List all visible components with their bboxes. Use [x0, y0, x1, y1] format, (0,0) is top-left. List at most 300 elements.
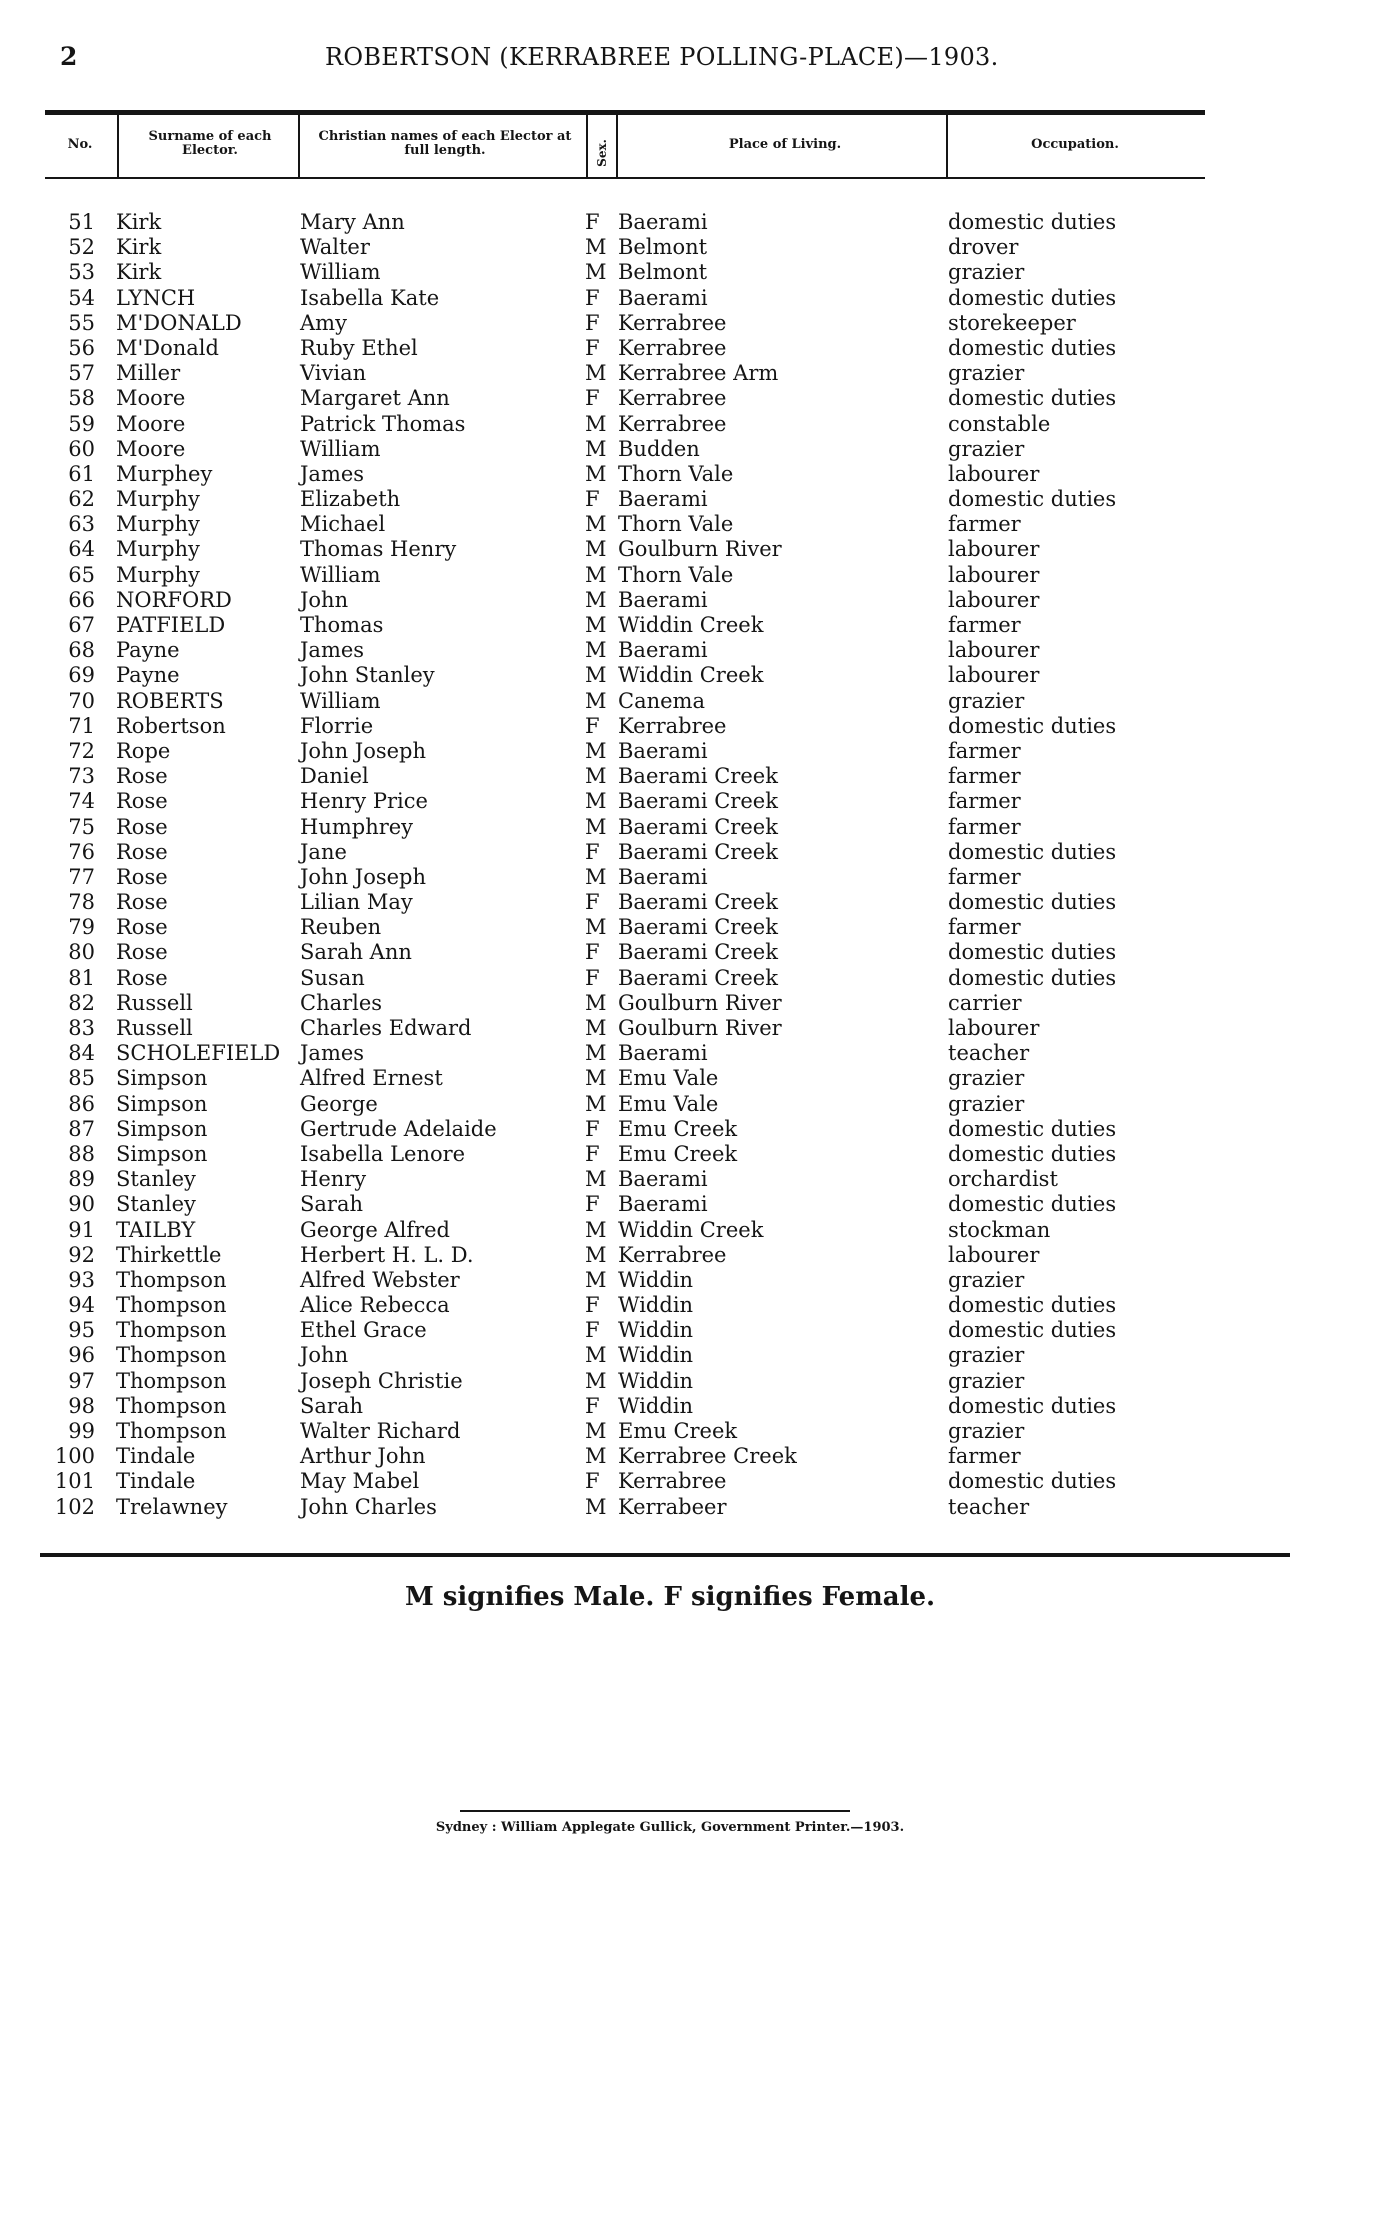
elector-surname: Rope	[116, 738, 171, 763]
elector-occupation: domestic duties	[948, 386, 1117, 411]
elector-number: 95	[68, 1318, 95, 1343]
table-row	[0, 940, 1382, 965]
elector-number: 56	[68, 335, 95, 360]
table-row	[0, 1394, 1382, 1419]
elector-sex: F	[585, 890, 600, 915]
elector-surname: Payne	[116, 663, 180, 688]
elector-sex: M	[585, 361, 607, 386]
elector-christian-names: John	[300, 1343, 349, 1368]
elector-occupation: domestic duties	[948, 285, 1117, 310]
elector-christian-names: Amy	[300, 310, 347, 335]
elector-sex: M	[585, 814, 607, 839]
elector-surname: Thompson	[116, 1267, 227, 1292]
table-row	[0, 1167, 1382, 1192]
elector-christian-names: Isabella Kate	[300, 285, 440, 310]
elector-place: Kerrabree	[618, 310, 727, 335]
elector-occupation: domestic duties	[948, 1318, 1117, 1343]
elector-surname: M'Donald	[116, 335, 219, 360]
elector-christian-names: Michael	[300, 512, 386, 537]
elector-number: 87	[68, 1116, 95, 1141]
elector-sex: M	[585, 1217, 607, 1242]
elector-number: 67	[68, 613, 95, 637]
elector-sex: M	[585, 1066, 607, 1091]
elector-sex: F	[585, 1116, 600, 1141]
elector-surname: Simpson	[116, 1116, 208, 1141]
column-header-surname: Surname of each Elector.	[148, 129, 272, 158]
elector-surname: Kirk	[116, 260, 162, 285]
elector-christian-names: Sarah	[300, 1192, 363, 1217]
elector-christian-names: Thomas Henry	[300, 537, 457, 562]
table-row	[0, 462, 1382, 487]
table-row	[0, 1469, 1382, 1494]
elector-christian-names: Ethel Grace	[300, 1318, 427, 1343]
elector-occupation: orchardist	[948, 1167, 1058, 1192]
elector-occupation: domestic duties	[948, 940, 1117, 965]
table-top-rule	[45, 110, 1205, 115]
elector-christian-names: Vivian	[300, 361, 367, 386]
elector-place: Thorn Vale	[618, 562, 734, 587]
table-row	[0, 1142, 1382, 1167]
elector-sex: F	[585, 1318, 600, 1343]
table-row	[0, 638, 1382, 663]
elector-occupation: grazier	[948, 1267, 1025, 1292]
elector-place: Widdin	[618, 1318, 694, 1343]
elector-number: 96	[68, 1343, 95, 1368]
elector-sex: M	[585, 688, 607, 713]
elector-number: 101	[54, 1469, 95, 1494]
elector-sex: F	[585, 1141, 600, 1166]
elector-occupation: farmer	[948, 764, 1021, 789]
elector-number: 63	[68, 512, 95, 537]
elector-number: 99	[68, 1419, 95, 1443]
elector-occupation: grazier	[948, 260, 1025, 285]
table-row	[0, 739, 1382, 764]
elector-place: Emu Creek	[618, 1419, 738, 1443]
table-header-rule	[45, 177, 1205, 179]
elector-number: 85	[68, 1066, 95, 1091]
table-row	[0, 1192, 1382, 1217]
table-row	[0, 588, 1382, 613]
elector-occupation: labourer	[948, 663, 1040, 688]
table-row	[0, 613, 1382, 638]
elector-place: Widdin Creek	[618, 663, 764, 688]
elector-surname: Kirk	[116, 210, 162, 234]
elector-number: 53	[68, 260, 95, 285]
elector-occupation: grazier	[948, 1343, 1025, 1368]
column-header-no: No.	[67, 137, 93, 152]
elector-surname: Thompson	[116, 1393, 227, 1418]
elector-number: 88	[68, 1141, 95, 1166]
elector-sex: M	[585, 562, 607, 587]
elector-place: Thorn Vale	[618, 512, 734, 537]
elector-christian-names: Lilian May	[300, 890, 413, 915]
table-row	[0, 361, 1382, 386]
elector-occupation: labourer	[948, 537, 1040, 562]
column-header-sex: Sex.	[594, 139, 609, 167]
elector-sex: F	[585, 965, 600, 990]
table-row	[0, 1495, 1382, 1520]
elector-surname: Moore	[116, 386, 186, 411]
elector-christian-names: Ruby Ethel	[300, 335, 418, 360]
column-divider	[946, 115, 948, 177]
table-row	[0, 537, 1382, 562]
elector-place: Canema	[618, 688, 705, 713]
elector-surname: Moore	[116, 436, 186, 461]
elector-surname: Rose	[116, 764, 168, 789]
elector-surname: Stanley	[116, 1167, 196, 1192]
elector-sex: F	[585, 1469, 600, 1494]
elector-place: Baerami	[618, 638, 708, 663]
table-row	[0, 311, 1382, 336]
elector-sex: M	[585, 461, 607, 486]
elector-occupation: grazier	[948, 1419, 1025, 1443]
elector-number: 76	[68, 839, 95, 864]
elector-number: 69	[68, 663, 95, 688]
elector-number: 58	[68, 386, 95, 411]
elector-place: Belmont	[618, 260, 708, 285]
elector-number: 80	[68, 940, 95, 965]
elector-occupation: labourer	[948, 638, 1040, 663]
elector-occupation: domestic duties	[948, 713, 1117, 738]
elector-sex: F	[585, 487, 600, 512]
elector-surname: Tindale	[116, 1469, 196, 1494]
elector-christian-names: Alice Rebecca	[300, 1293, 450, 1318]
elector-number: 102	[54, 1494, 95, 1519]
elector-sex: M	[585, 1368, 607, 1393]
elector-place: Baerami Creek	[618, 890, 778, 915]
table-bottom-rule	[40, 1553, 1290, 1557]
table-row	[0, 966, 1382, 991]
elector-christian-names: John Charles	[300, 1494, 437, 1519]
table-row	[0, 336, 1382, 361]
elector-place: Kerrabree	[618, 386, 727, 411]
elector-christian-names: Sarah Ann	[300, 940, 412, 965]
elector-surname: Rose	[116, 890, 168, 915]
table-row	[0, 890, 1382, 915]
elector-number: 93	[68, 1267, 95, 1292]
elector-place: Baerami	[618, 1167, 708, 1192]
elector-surname: Simpson	[116, 1066, 208, 1091]
elector-number: 68	[68, 638, 95, 663]
elector-occupation: carrier	[948, 990, 1022, 1015]
elector-place: Baerami	[618, 1192, 708, 1217]
table-row	[0, 764, 1382, 789]
elector-place: Emu Creek	[618, 1141, 738, 1166]
elector-number: 92	[68, 1242, 95, 1267]
table-row	[0, 789, 1382, 814]
elector-occupation: domestic duties	[948, 210, 1117, 234]
elector-surname: Simpson	[116, 1091, 208, 1116]
table-row	[0, 412, 1382, 437]
elector-occupation: grazier	[948, 436, 1025, 461]
elector-number: 72	[68, 738, 95, 763]
elector-place: Goulburn River	[618, 537, 782, 562]
elector-occupation: farmer	[948, 512, 1021, 537]
elector-sex: M	[585, 915, 607, 940]
page-title: ROBERTSON (KERRABREE POLLING-PLACE)—1903.	[325, 43, 999, 71]
elector-christian-names: Herbert H. L. D.	[300, 1242, 474, 1267]
elector-occupation: grazier	[948, 1368, 1025, 1393]
elector-christian-names: John Joseph	[300, 738, 427, 763]
elector-occupation: domestic duties	[948, 965, 1117, 990]
elector-place: Kerrabree Arm	[618, 361, 779, 386]
elector-number: 91	[68, 1217, 95, 1242]
elector-surname: Rose	[116, 789, 168, 814]
elector-sex: M	[585, 512, 607, 537]
elector-christian-names: Charles	[300, 990, 383, 1015]
elector-place: Baerami Creek	[618, 940, 778, 965]
elector-sex: F	[585, 1192, 600, 1217]
elector-place: Baerami Creek	[618, 764, 778, 789]
elector-surname: Murphy	[116, 537, 200, 562]
elector-place: Baerami	[618, 864, 708, 889]
elector-occupation: domestic duties	[948, 1469, 1117, 1494]
elector-christian-names: William	[300, 436, 381, 461]
elector-christian-names: Alfred Ernest	[300, 1066, 443, 1091]
elector-number: 90	[68, 1192, 95, 1217]
elector-place: Widdin	[618, 1267, 694, 1292]
elector-sex: M	[585, 738, 607, 763]
elector-occupation: domestic duties	[948, 1192, 1117, 1217]
elector-occupation: labourer	[948, 587, 1040, 612]
table-row	[0, 1016, 1382, 1041]
elector-occupation: grazier	[948, 1091, 1025, 1116]
elector-place: Kerrabree	[618, 335, 727, 360]
elector-number: 84	[68, 1041, 95, 1066]
elector-occupation: domestic duties	[948, 839, 1117, 864]
elector-christian-names: Humphrey	[300, 814, 414, 839]
elector-number: 59	[68, 411, 95, 436]
elector-christian-names: Susan	[300, 965, 365, 990]
elector-sex: M	[585, 1242, 607, 1267]
elector-rows	[0, 210, 1382, 1520]
elector-occupation: domestic duties	[948, 890, 1117, 915]
elector-christian-names: William	[300, 562, 381, 587]
elector-surname: Tindale	[116, 1444, 196, 1469]
elector-sex: M	[585, 789, 607, 814]
elector-place: Baerami	[618, 738, 708, 763]
elector-surname: Miller	[116, 361, 181, 386]
elector-place: Widdin	[618, 1393, 694, 1418]
column-divider	[616, 115, 618, 177]
column-divider	[298, 115, 300, 177]
table-row	[0, 286, 1382, 311]
elector-christian-names: William	[300, 688, 381, 713]
elector-number: 75	[68, 814, 95, 839]
elector-number: 61	[68, 461, 95, 486]
elector-surname: TAILBY	[116, 1217, 196, 1242]
elector-occupation: labourer	[948, 461, 1040, 486]
elector-sex: M	[585, 1091, 607, 1116]
elector-occupation: farmer	[948, 864, 1021, 889]
elector-number: 98	[68, 1393, 95, 1418]
elector-occupation: farmer	[948, 738, 1021, 763]
elector-place: Emu Vale	[618, 1091, 719, 1116]
elector-sex: M	[585, 1343, 607, 1368]
elector-sex: F	[585, 940, 600, 965]
elector-occupation: constable	[948, 411, 1051, 436]
elector-occupation: farmer	[948, 915, 1021, 940]
table-row	[0, 1419, 1382, 1444]
elector-number: 51	[68, 210, 95, 234]
elector-sex: M	[585, 1267, 607, 1292]
elector-sex: M	[585, 587, 607, 612]
elector-place: Emu Creek	[618, 1116, 738, 1141]
column-divider	[117, 115, 119, 177]
elector-sex: F	[585, 335, 600, 360]
table-row	[0, 210, 1382, 235]
table-row	[0, 563, 1382, 588]
elector-place: Baerami	[618, 210, 708, 234]
elector-occupation: farmer	[948, 789, 1021, 814]
elector-place: Kerrabeer	[618, 1494, 727, 1519]
elector-sex: F	[585, 310, 600, 335]
elector-surname: Rose	[116, 915, 168, 940]
elector-christian-names: Reuben	[300, 915, 382, 940]
elector-sex: F	[585, 839, 600, 864]
elector-occupation: farmer	[948, 814, 1021, 839]
elector-number: 66	[68, 587, 95, 612]
elector-surname: SCHOLEFIELD	[116, 1041, 281, 1066]
elector-sex: M	[585, 990, 607, 1015]
elector-christian-names: Florrie	[300, 713, 374, 738]
elector-occupation: grazier	[948, 1066, 1025, 1091]
table-row	[0, 1117, 1382, 1142]
elector-number: 77	[68, 864, 95, 889]
elector-surname: PATFIELD	[116, 613, 226, 637]
elector-surname: Thompson	[116, 1318, 227, 1343]
elector-sex: M	[585, 1444, 607, 1469]
table-row	[0, 815, 1382, 840]
elector-christian-names: Henry	[300, 1167, 367, 1192]
elector-place: Widdin	[618, 1343, 694, 1368]
elector-christian-names: Joseph Christie	[300, 1368, 463, 1393]
elector-christian-names: Mary Ann	[300, 210, 405, 234]
elector-number: 89	[68, 1167, 95, 1192]
elector-number: 71	[68, 713, 95, 738]
elector-number: 55	[68, 310, 95, 335]
elector-surname: Thompson	[116, 1343, 227, 1368]
table-row	[0, 1343, 1382, 1368]
elector-number: 64	[68, 537, 95, 562]
elector-surname: Murphy	[116, 512, 200, 537]
table-row	[0, 991, 1382, 1016]
elector-place: Budden	[618, 436, 700, 461]
elector-place: Baerami	[618, 285, 708, 310]
elector-christian-names: John	[300, 587, 349, 612]
elector-place: Emu Vale	[618, 1066, 719, 1091]
elector-place: Kerrabree	[618, 411, 727, 436]
elector-surname: ROBERTS	[116, 688, 224, 713]
elector-occupation: domestic duties	[948, 1393, 1117, 1418]
elector-surname: Moore	[116, 411, 186, 436]
elector-surname: Simpson	[116, 1141, 208, 1166]
elector-surname: Rose	[116, 940, 168, 965]
elector-surname: Rose	[116, 814, 168, 839]
elector-place: Widdin	[618, 1368, 694, 1393]
elector-number: 83	[68, 1016, 95, 1040]
elector-sex: F	[585, 1393, 600, 1418]
elector-sex: M	[585, 1041, 607, 1066]
elector-occupation: domestic duties	[948, 1141, 1117, 1166]
elector-occupation: teacher	[948, 1494, 1030, 1519]
elector-christian-names: Jane	[300, 839, 347, 864]
elector-number: 52	[68, 235, 95, 260]
elector-christian-names: Sarah	[300, 1393, 363, 1418]
elector-sex: M	[585, 1419, 607, 1443]
elector-place: Baerami	[618, 487, 708, 512]
elector-surname: Stanley	[116, 1192, 196, 1217]
elector-sex: M	[585, 613, 607, 637]
elector-sex: F	[585, 285, 600, 310]
elector-sex: M	[585, 638, 607, 663]
elector-sex: M	[585, 1016, 607, 1040]
elector-number: 81	[68, 965, 95, 990]
elector-christian-names: Walter	[300, 235, 370, 260]
elector-christian-names: John Joseph	[300, 864, 427, 889]
elector-sex: F	[585, 210, 600, 234]
elector-sex: M	[585, 537, 607, 562]
elector-occupation: labourer	[948, 562, 1040, 587]
elector-christian-names: May Mabel	[300, 1469, 420, 1494]
table-row	[0, 1369, 1382, 1394]
elector-number: 54	[68, 285, 95, 310]
elector-sex: M	[585, 1167, 607, 1192]
elector-surname: Murphey	[116, 461, 213, 486]
elector-sex: F	[585, 386, 600, 411]
elector-christian-names: Alfred Webster	[300, 1267, 460, 1292]
printer-imprint: Sydney : William Applegate Gullick, Government Printer.—1903.	[435, 1820, 905, 1835]
elector-christian-names: Patrick Thomas	[300, 411, 466, 436]
elector-place: Baerami Creek	[618, 789, 778, 814]
elector-place: Baerami	[618, 1041, 708, 1066]
table-row	[0, 386, 1382, 411]
elector-christian-names: Arthur John	[300, 1444, 426, 1469]
elector-place: Baerami Creek	[618, 839, 778, 864]
elector-christian-names: Isabella Lenore	[300, 1141, 466, 1166]
elector-place: Kerrabree	[618, 713, 727, 738]
elector-christian-names: Henry Price	[300, 789, 428, 814]
elector-christian-names: George	[300, 1091, 378, 1116]
elector-occupation: domestic duties	[948, 335, 1117, 360]
elector-place: Baerami Creek	[618, 814, 778, 839]
elector-sex: M	[585, 663, 607, 688]
elector-place: Baerami Creek	[618, 965, 778, 990]
column-header-christian: Christian names of each Elector at full length.	[318, 129, 572, 158]
elector-occupation: farmer	[948, 1444, 1021, 1469]
column-divider	[586, 115, 588, 177]
elector-place: Widdin Creek	[618, 613, 764, 637]
elector-place: Goulburn River	[618, 990, 782, 1015]
elector-christian-names: Thomas	[300, 613, 384, 637]
elector-sex: M	[585, 764, 607, 789]
elector-surname: Murphy	[116, 562, 200, 587]
elector-occupation: grazier	[948, 361, 1025, 386]
elector-number: 100	[54, 1444, 95, 1469]
elector-number: 97	[68, 1368, 95, 1393]
elector-number: 74	[68, 789, 95, 814]
elector-place: Kerrabree	[618, 1242, 727, 1267]
table-row	[0, 1041, 1382, 1066]
elector-number: 60	[68, 436, 95, 461]
elector-number: 73	[68, 764, 95, 789]
elector-place: Widdin	[618, 1293, 694, 1318]
elector-sex: F	[585, 1293, 600, 1318]
elector-surname: Kirk	[116, 235, 162, 260]
elector-occupation: labourer	[948, 1016, 1040, 1040]
table-row	[0, 1066, 1382, 1091]
elector-surname: Thompson	[116, 1293, 227, 1318]
